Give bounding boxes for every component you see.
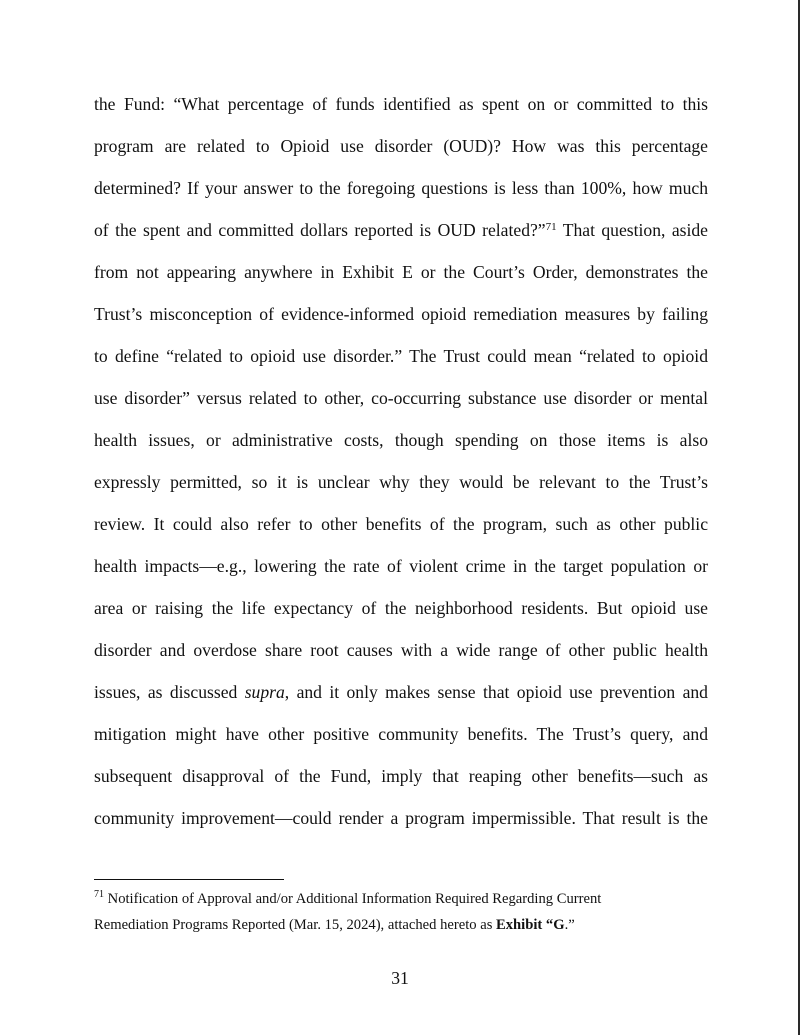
text-line: from not appearing anywhere in Exhibit E or the Court’s Order, demonstrates the xyxy=(94,262,708,282)
text-line: review. It could also refer to other benefits of the program, such as other public xyxy=(94,514,708,534)
text-line: health issues, or administrative costs, though spending on those items is also xyxy=(94,430,708,450)
text-line: community improvement—could render a program impermissible. That result is the xyxy=(94,808,708,828)
italic-term: supra xyxy=(244,682,285,702)
footnote-text: .” xyxy=(564,917,575,933)
footnote-text: Notification of Approval and/or Additional Information Required Regarding Current xyxy=(104,891,602,907)
text-line: expressly permitted, so it is unclear why they would be relevant to the Trust’s xyxy=(94,472,708,492)
footnote-line xyxy=(94,912,708,938)
footnote-line xyxy=(94,886,708,912)
text-line: to define “related to opioid use disorder.” The Trust could mean “related to opioid xyxy=(94,346,708,366)
footnote-separator xyxy=(94,879,284,880)
exhibit-label: Exhibit “G xyxy=(496,917,565,933)
footnote-number: 71 xyxy=(94,889,104,900)
text-line: the Fund: “What percentage of funds identified as spent on or committed to this xyxy=(94,94,708,114)
text-line: area or raising the life expectancy of the neighborhood residents. But opioid use xyxy=(94,598,708,618)
page-number: 31 xyxy=(391,968,409,988)
text-line: disorder and overdose share root causes with a wide range of other public health xyxy=(94,640,708,660)
text-line-with-footnote-ref xyxy=(94,214,708,256)
footnote xyxy=(94,886,708,938)
text-segment: That question, aside xyxy=(556,220,708,240)
text-line-with-italic xyxy=(94,676,708,718)
footnote-text: Remediation Programs Reported (Mar. 15, 2024), attached hereto as xyxy=(94,917,497,933)
text-line: health impacts—e.g., lowering the rate of violent crime in the target population or xyxy=(94,556,708,576)
text-line: determined? If your answer to the foregoing questions is less than 100%, how much xyxy=(94,178,708,198)
text-line: program are related to Opioid use disorder (OUD)? How was this percentage xyxy=(94,136,708,156)
body-paragraph xyxy=(94,88,708,844)
text-segment: , and it only makes sense that opioid use prevention and xyxy=(284,682,708,702)
text-line: mitigation might have other positive community benefits. The Trust’s query, and xyxy=(94,724,708,744)
text-line: use disorder” versus related to other, co-occurring substance use disorder or mental xyxy=(94,388,708,408)
text-segment: of the spent and committed dollars reported is OUD related?” xyxy=(94,220,546,240)
text-line: Trust’s misconception of evidence-informed opioid remediation measures by failing xyxy=(94,304,708,324)
footnote-reference: 71 xyxy=(545,220,557,233)
text-line: subsequent disapproval of the Fund, imply that reaping other benefits—such as xyxy=(94,766,708,786)
text-segment: issues, as discussed xyxy=(94,682,245,702)
